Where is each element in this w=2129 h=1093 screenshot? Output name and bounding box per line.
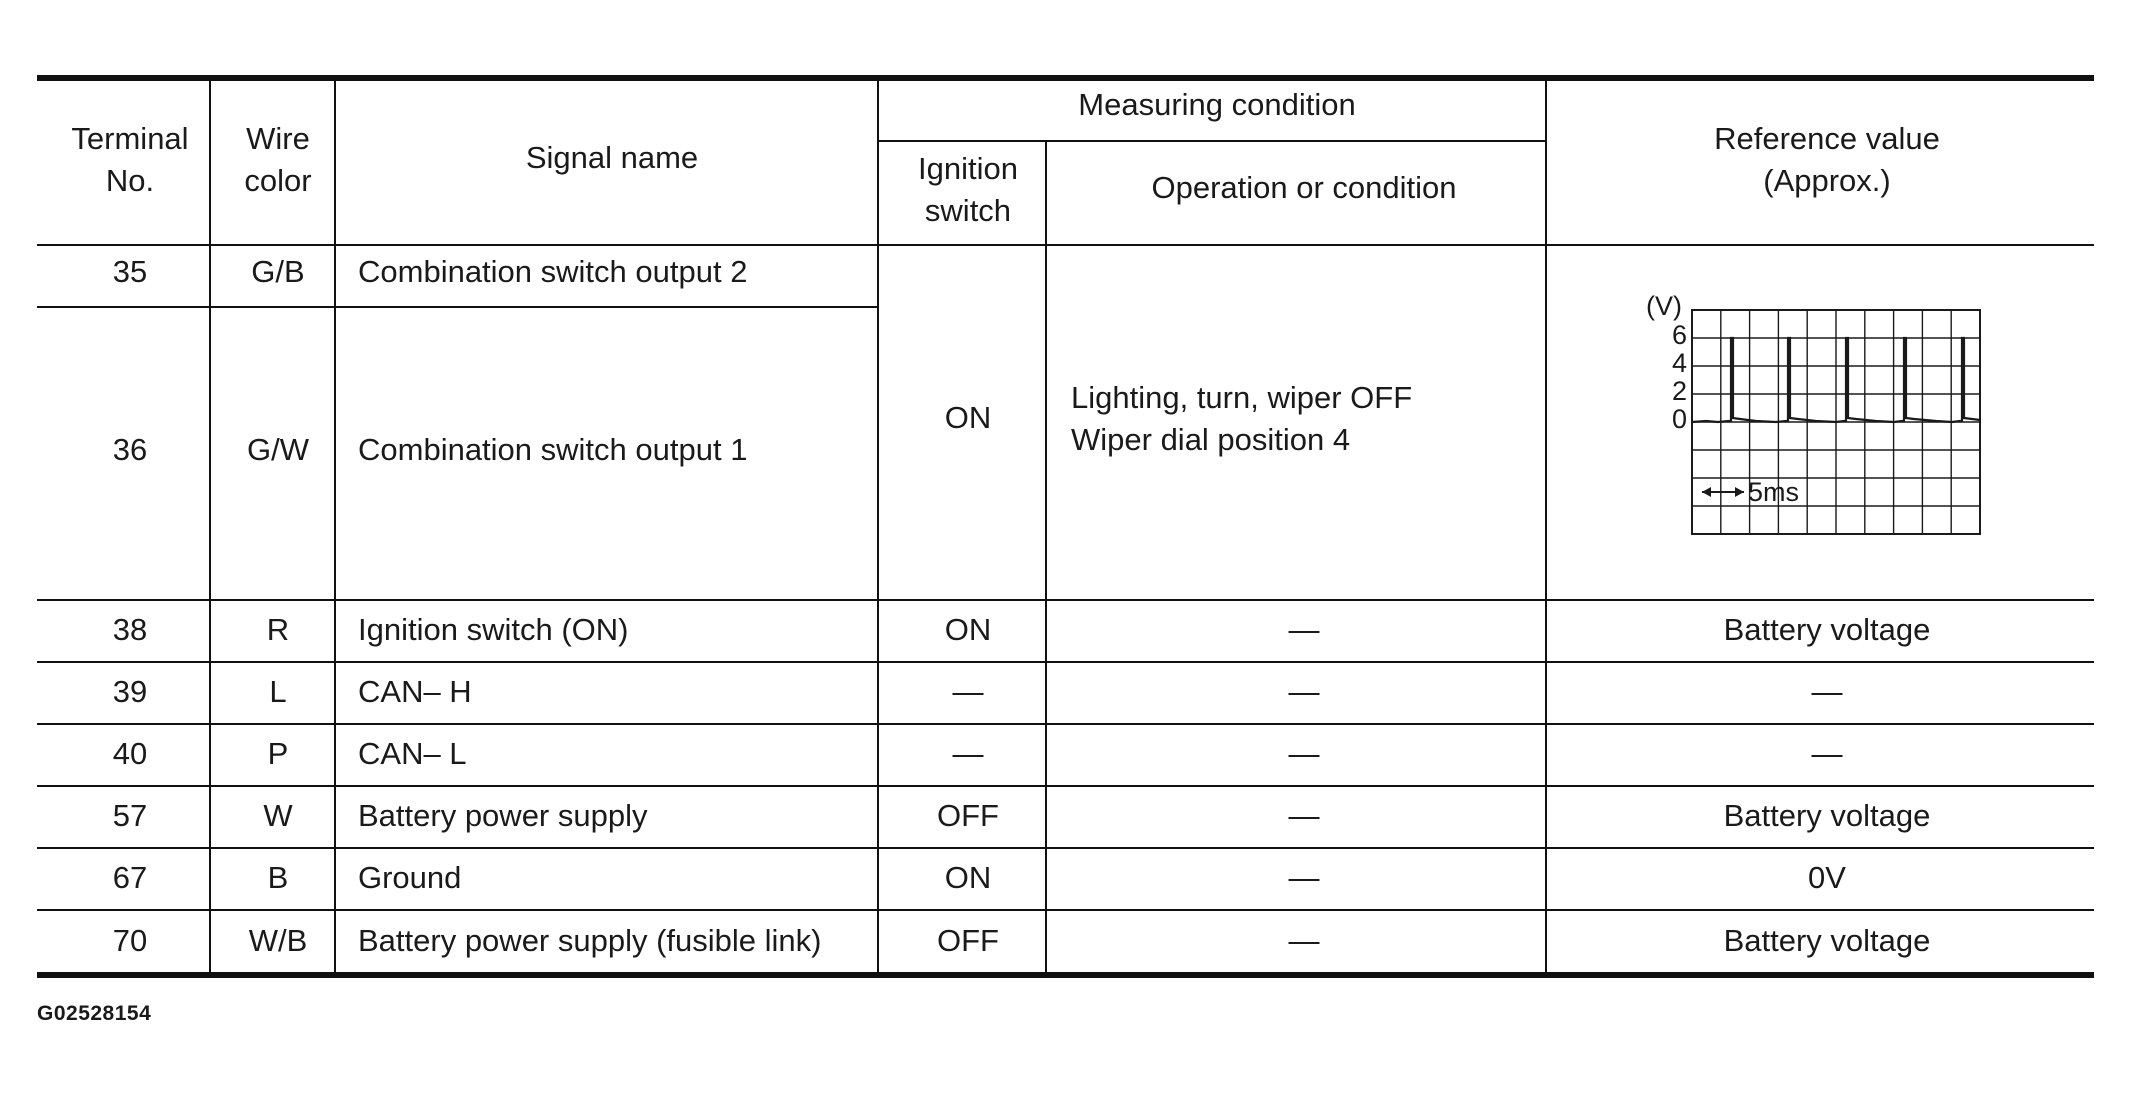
cell-signal-39: CAN– H: [358, 674, 472, 709]
cell-operation-39: —: [1288, 674, 1320, 709]
figure-code: G02528154: [37, 1002, 152, 1025]
cell-terminal-35: 35: [112, 254, 148, 289]
cell-signal-57: Battery power supply: [358, 798, 648, 833]
scope-tick-4: 4: [1672, 348, 1688, 378]
scope-time-arrow: [1702, 487, 1744, 497]
header-wire-color: Wire color: [244, 121, 312, 198]
cell-ignition-57: OFF: [937, 798, 999, 833]
scope-time-scale: 5ms: [1748, 477, 1800, 507]
cell-ignition-38: ON: [944, 612, 992, 647]
cell-signal-40: CAN– L: [358, 736, 467, 771]
cell-terminal-70: 70: [112, 923, 148, 958]
header-terminal-no: Terminal No.: [71, 121, 189, 198]
cell-terminal-57: 57: [112, 798, 148, 833]
header-measuring-condition: Measuring condition: [1078, 87, 1356, 122]
cell-terminal-67: 67: [112, 860, 148, 895]
cell-signal-35: Combination switch output 2: [358, 254, 748, 289]
cell-wire-40: P: [267, 736, 289, 771]
cell-signal-36: Combination switch output 1: [358, 432, 748, 467]
cell-ignition-35-36: ON: [944, 400, 992, 435]
scope-tick-6: 6: [1672, 320, 1688, 350]
cell-signal-70: Battery power supply (fusible link): [358, 923, 822, 958]
cell-reference-57: Battery voltage: [1723, 798, 1931, 833]
cell-terminal-39: 39: [112, 674, 148, 709]
cell-operation-35-36-line2: Wiper dial position 4: [1071, 422, 1351, 457]
cell-signal-67: Ground: [358, 860, 462, 895]
cell-operation-38: —: [1288, 612, 1320, 647]
header-signal-name: Signal name: [525, 140, 699, 175]
cell-signal-38: Ignition switch (ON): [358, 612, 629, 647]
cell-reference-40: —: [1811, 736, 1843, 771]
cell-operation-70: —: [1288, 923, 1320, 958]
header-operation-or-condition: Operation or condition: [1151, 170, 1457, 205]
cell-terminal-38: 38: [112, 612, 148, 647]
scope-unit-label: (V): [1646, 291, 1682, 321]
header-ignition-switch: Ignition switch: [918, 151, 1018, 228]
scope-tick-0: 0: [1672, 404, 1688, 434]
cell-wire-67: B: [267, 860, 289, 895]
cell-operation-57: —: [1288, 798, 1320, 833]
cell-operation-67: —: [1288, 860, 1320, 895]
cell-ignition-40: —: [952, 736, 984, 771]
cell-reference-39: —: [1811, 674, 1843, 709]
cell-wire-57: W: [263, 798, 293, 833]
cell-reference-67: 0V: [1808, 860, 1846, 895]
cell-ignition-39: —: [952, 674, 984, 709]
cell-ignition-67: ON: [944, 860, 992, 895]
cell-ignition-70: OFF: [937, 923, 999, 958]
cell-operation-40: —: [1288, 736, 1320, 771]
scope-tick-2: 2: [1672, 376, 1688, 406]
oscilloscope-waveform: [1636, 290, 2006, 550]
cell-wire-39: L: [269, 674, 287, 709]
cell-terminal-40: 40: [112, 736, 148, 771]
cell-reference-38: Battery voltage: [1723, 612, 1931, 647]
cell-wire-38: R: [266, 612, 290, 647]
cell-terminal-36: 36: [112, 432, 148, 467]
cell-operation-35-36-line1: Lighting, turn, wiper OFF: [1071, 380, 1413, 415]
cell-wire-70: W/B: [248, 923, 308, 958]
header-reference-value: Reference value (Approx.): [1714, 121, 1940, 198]
cell-reference-70: Battery voltage: [1723, 923, 1931, 958]
cell-wire-36: G/W: [247, 432, 309, 467]
cell-wire-35: G/B: [251, 254, 305, 289]
